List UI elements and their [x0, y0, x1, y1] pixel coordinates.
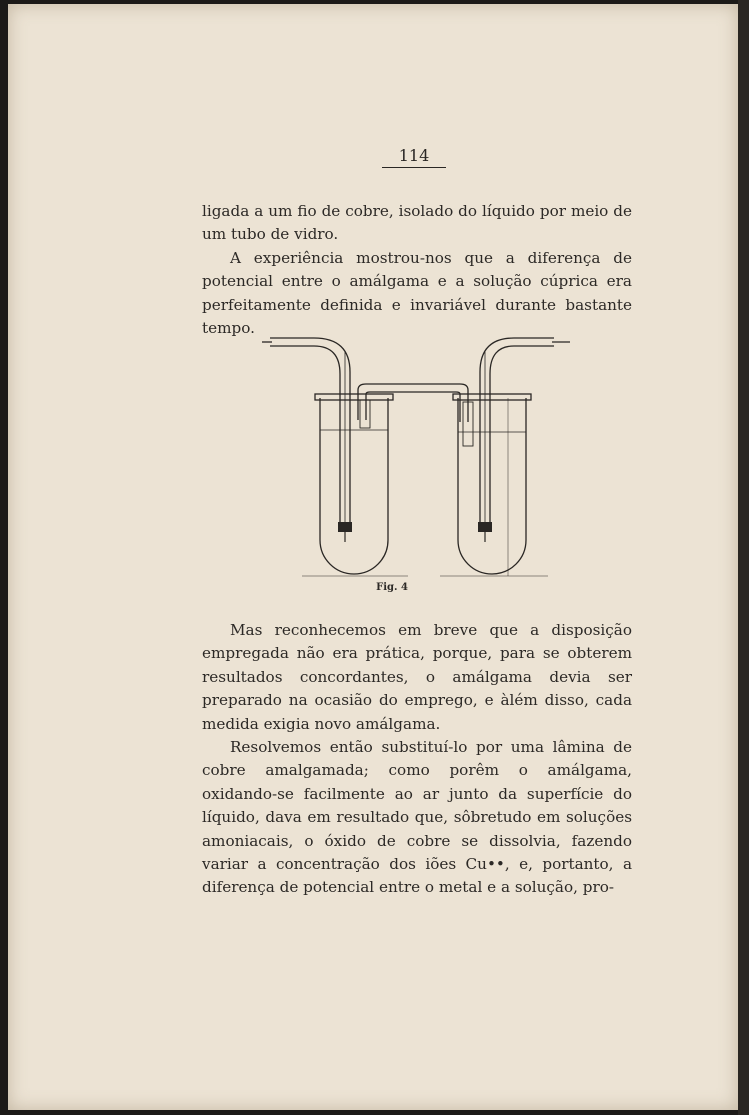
- text-block-top: [202, 200, 632, 340]
- left-test-tube: [320, 398, 388, 574]
- left-tube-rim: [315, 394, 393, 400]
- apparatus-figure: [258, 332, 578, 588]
- figure-caption: Fig. 4: [376, 582, 408, 593]
- right-tube-rim: [453, 394, 531, 400]
- left-amalgam: [338, 522, 352, 532]
- page-edge: [738, 0, 749, 1115]
- paragraph: Resolvemos então substituí-lo por uma lâmina de cobre amalgamada; como porêm o amálgama, oxidando-se facilmente ao ar junto da superfície do líquido, dava em resultado que, sôbretudo em soluções amoniacais, o óxido de cobre se dissolvia, fazendo variar a concentração dos iões Cu••, e, portanto, a diferença de potencial entre o metal e a solução, pro-: [202, 738, 632, 897]
- page-number: 114: [382, 146, 446, 168]
- left-electrode-tube: [270, 346, 340, 524]
- text-block-bottom: [202, 619, 632, 900]
- paragraph: ligada a um fio de cobre, isolado do líquido por meio de um tubo de vidro.: [202, 202, 632, 244]
- paragraph: A experiência mostrou-nos que a diferença de potencial entre o amálgama e a solução cúprica era perfeitamente definida e invariável durante bastante tempo.: [202, 248, 632, 338]
- salt-bridge: [358, 384, 468, 422]
- right-amalgam: [478, 522, 492, 532]
- right-test-tube: [458, 398, 526, 574]
- paragraph: Mas reconhecemos em breve que a disposição empregada não era prática, porque, para se obterem resultados concordantes, o amálgama devia ser preparado na ocasião do emprego, e àlém disso, cada medida exigia novo amálgama.: [202, 621, 632, 733]
